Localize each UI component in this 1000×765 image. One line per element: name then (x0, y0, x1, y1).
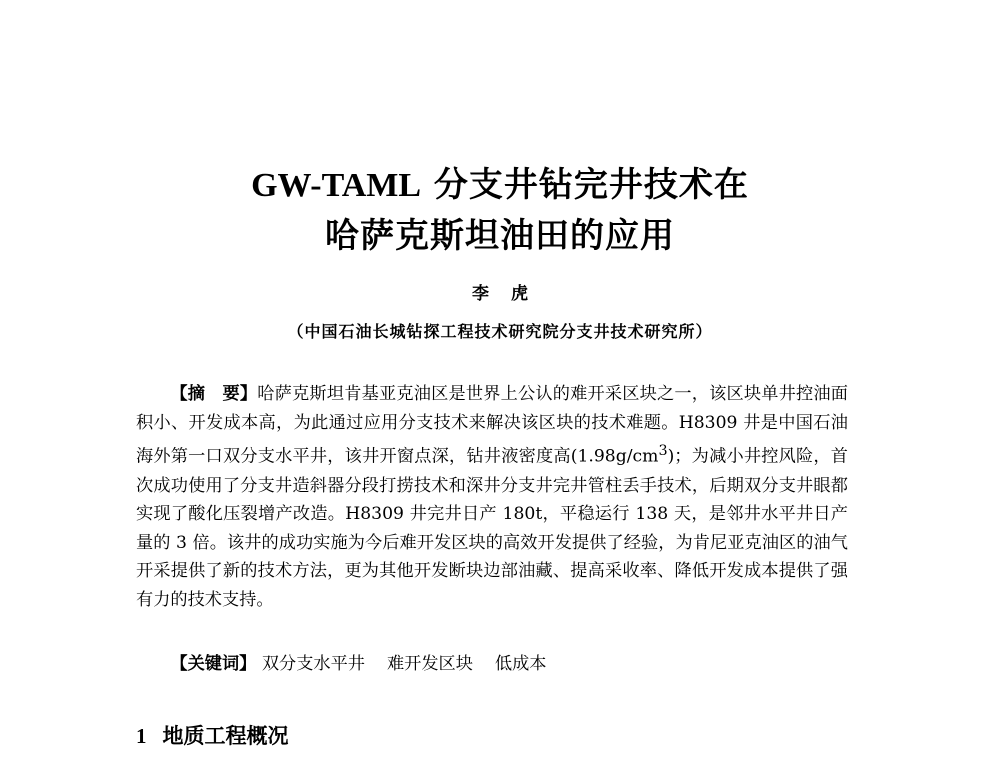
section-number: 1 (136, 724, 147, 748)
author-name: 李虎 (472, 284, 550, 304)
keyword-item: 双分支水平井 (261, 654, 365, 674)
keyword-item: 低成本 (494, 654, 547, 674)
abstract-superscript: 3 (658, 443, 668, 460)
keyword-item: 难开发区块 (386, 654, 473, 674)
section-heading (136, 720, 289, 750)
paper-title-line-1 (0, 163, 1000, 208)
keywords-label: 【关键词】 (170, 654, 257, 674)
author-affiliation: （中国石油长城钻探工程技术研究院分支井技术研究所） (287, 322, 713, 341)
abstract-text-part-1: 哈萨克斯坦肯基亚克油区是世界上公认的难开采区块之一，该区块单井控油面积小、开发成本高，为此通过应用分支技术来解决该区块的技术难题。H8309 井是中国石油海外第一口双分支水平井，该井开窗点深，钻井液密度高(1.98g/cm (136, 384, 848, 467)
abstract-label: 【摘 要】 (170, 384, 258, 404)
abstract-text-part-2: )；为减小井控风险，首次成功使用了分支井造斜器分段打捞技术和深井分支井完井管柱丢手技术，后期双分支井眼都实现了酸化压裂增产改造。H8309 井完井日产 180t，平稳运行 138 天，是邻井水平井日产量的 3 倍。该井的成功实施为今后难开发区块的高效开发提供了经验，为肯尼亚克油区的油气开采提供了新的技术方法，更为其他开发断块边部油藏、提高采收率、降低开发成本提供了强有力的技术支持。 (136, 446, 848, 610)
title-latin-part: GW-TAML (251, 167, 422, 204)
keywords-line (136, 650, 848, 678)
section-title: 地质工程概况 (162, 724, 289, 748)
title-chinese-part: 分支井钻完井技术在 (421, 165, 749, 205)
paper-title-line-2: 哈萨克斯坦油田的应用 (325, 216, 675, 256)
abstract-paragraph (136, 380, 848, 614)
